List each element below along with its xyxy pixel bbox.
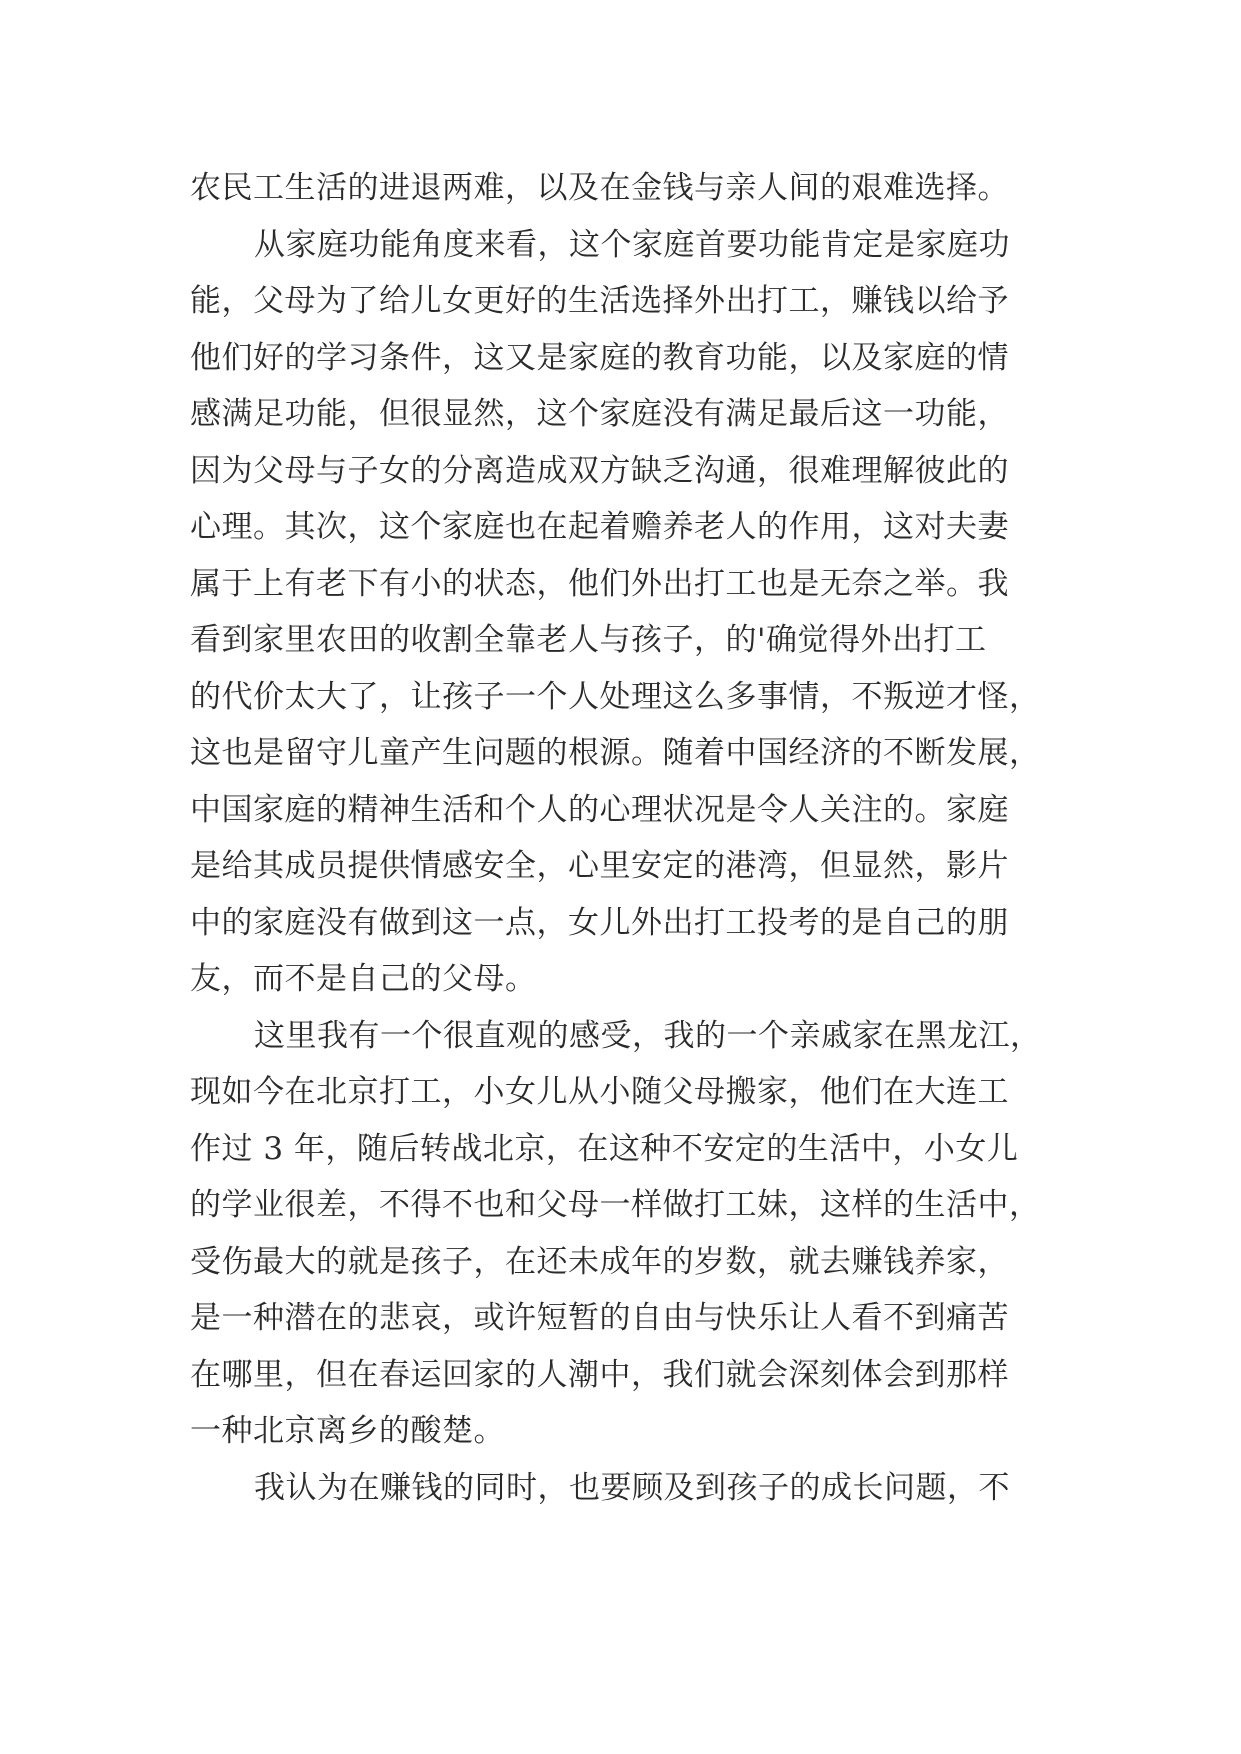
text-line: 是一种潜在的悲哀，或许短暂的自由与快乐让人看不到痛苦 [190, 1300, 1009, 1336]
text-line: 这里我有一个很直观的感受，我的一个亲戚家在黑龙江， [254, 1017, 1042, 1054]
text-line: 从家庭功能角度来看，这个家庭首要功能肯定是家庭功 [254, 226, 1010, 263]
text-line: 看到家里农田的收割全靠老人与孩子，的'确觉得外出打工 [190, 622, 987, 658]
text-line: 受伤最大的就是孩子，在还未成年的岁数，就去赚钱养家， [190, 1243, 1009, 1280]
text-line: 感满足功能，但很显然，这个家庭没有满足最后这一功能， [190, 396, 1009, 432]
text-line: 在哪里，但在春运回家的人潮中，我们就会深刻体会到那样 [190, 1356, 1009, 1393]
text-line: 他们好的学习条件，这又是家庭的教育功能，以及家庭的情 [190, 339, 1009, 376]
text-line: 能，父母为了给儿女更好的生活选择外出打工，赚钱以给予 [190, 283, 1009, 319]
text-line: 心理。其次，这个家庭也在起着赡养老人的作用，这对夫妻 [190, 509, 1009, 545]
text-line: 我认为在赚钱的同时，也要顾及到孩子的成长问题，不 [254, 1469, 1010, 1506]
text-line: 这也是留守儿童产生问题的根源。随着中国经济的不断发展， [190, 735, 1041, 771]
text-line: 农民工生活的进退两难，以及在金钱与亲人间的艰难选择。 [190, 170, 1009, 206]
text-line: 友，而不是自己的父母。 [190, 961, 537, 997]
text-line: 现如今在北京打工，小女儿从小随父母搬家，他们在大连工 [190, 1074, 1009, 1110]
text-line: 一种北京离乡的酸楚。 [190, 1413, 505, 1449]
text-line: 属于上有老下有小的状态，他们外出打工也是无奈之举。我 [190, 565, 1009, 602]
text-line: 的学业很差，不得不也和父母一样做打工妹，这样的生活中， [190, 1187, 1041, 1223]
body-text [190, 160, 1070, 1516]
text-line: 中国家庭的精神生活和个人的心理状况是令人关注的。家庭 [190, 791, 1009, 828]
text-line: 是给其成员提供情感安全，心里安定的港湾，但显然，影片 [190, 848, 1009, 884]
text-line: 作过 3 年，随后转战北京，在这种不安定的生活中，小女儿 [190, 1130, 1019, 1167]
text-line: 因为父母与子女的分离造成双方缺乏沟通，很难理解彼此的 [190, 452, 1009, 489]
text-line: 的代价太大了，让孩子一个人处理这么多事情，不叛逆才怪， [190, 678, 1041, 715]
text-line: 中的家庭没有做到这一点，女儿外出打工投考的是自己的朋 [190, 904, 1009, 941]
